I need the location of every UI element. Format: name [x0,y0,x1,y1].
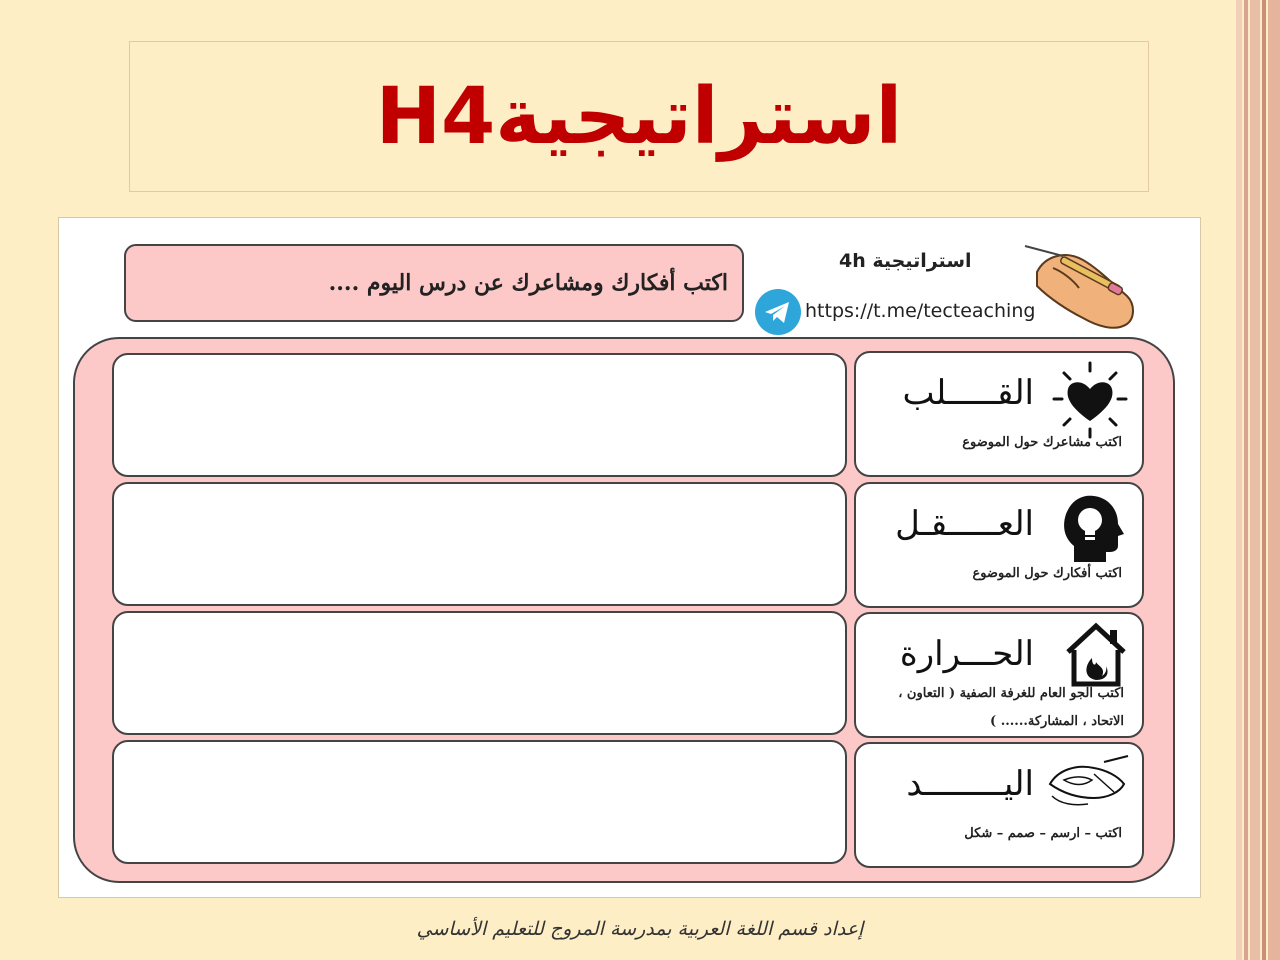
head-lightbulb-icon [1056,492,1130,568]
brand-label: استراتيجية 4h [839,250,972,272]
warmth-subtitle: اكتب الجو العام للغرفة الصفية ( التعاون ، الاتحاد ، المشاركة...... ) [898,686,1124,729]
heart-writing-box[interactable] [112,353,847,477]
slide-title: استراتيجيةH4 [375,71,903,162]
prompt-text: اكتب أفكارك ومشاعرك عن درس اليوم .... [328,270,728,296]
warmth-label-card [854,612,1144,738]
title-box [129,41,1149,192]
mind-writing-box[interactable] [112,482,847,606]
drawing-hand-icon [1044,752,1130,816]
worksheet-header [753,234,1193,334]
strategy-frame [73,337,1175,883]
hand-subtitle: اكتب – ارسم – صمم – شكل [964,826,1122,841]
hand-writing-box[interactable] [112,740,847,864]
heart-label-card [854,351,1144,477]
hand-label-card [854,742,1144,868]
mind-label-card [854,482,1144,608]
footer-credit: إعداد قسم اللغة العربية بمدرسة المروج للتعليم الأساسي [416,918,864,940]
decorative-stripes [1236,0,1280,960]
writing-hand-icon [1023,238,1139,338]
telegram-link[interactable]: https://t.me/tecteaching [805,300,1036,322]
warmth-title: الحـــرارة [899,634,1034,674]
hand-title: اليــــــــد [906,764,1034,804]
mind-subtitle: اكتب أفكارك حول الموضوع [972,566,1122,581]
heart-subtitle: اكتب مشاعرك حول الموضوع [962,435,1122,450]
telegram-icon [755,289,801,335]
heart-icon [1050,361,1130,443]
mind-title: العـــــقـل [895,504,1034,544]
heart-title: القـــــلب [902,373,1034,413]
prompt-box [124,244,744,322]
worksheet-image [58,217,1201,898]
warmth-writing-box[interactable] [112,611,847,735]
